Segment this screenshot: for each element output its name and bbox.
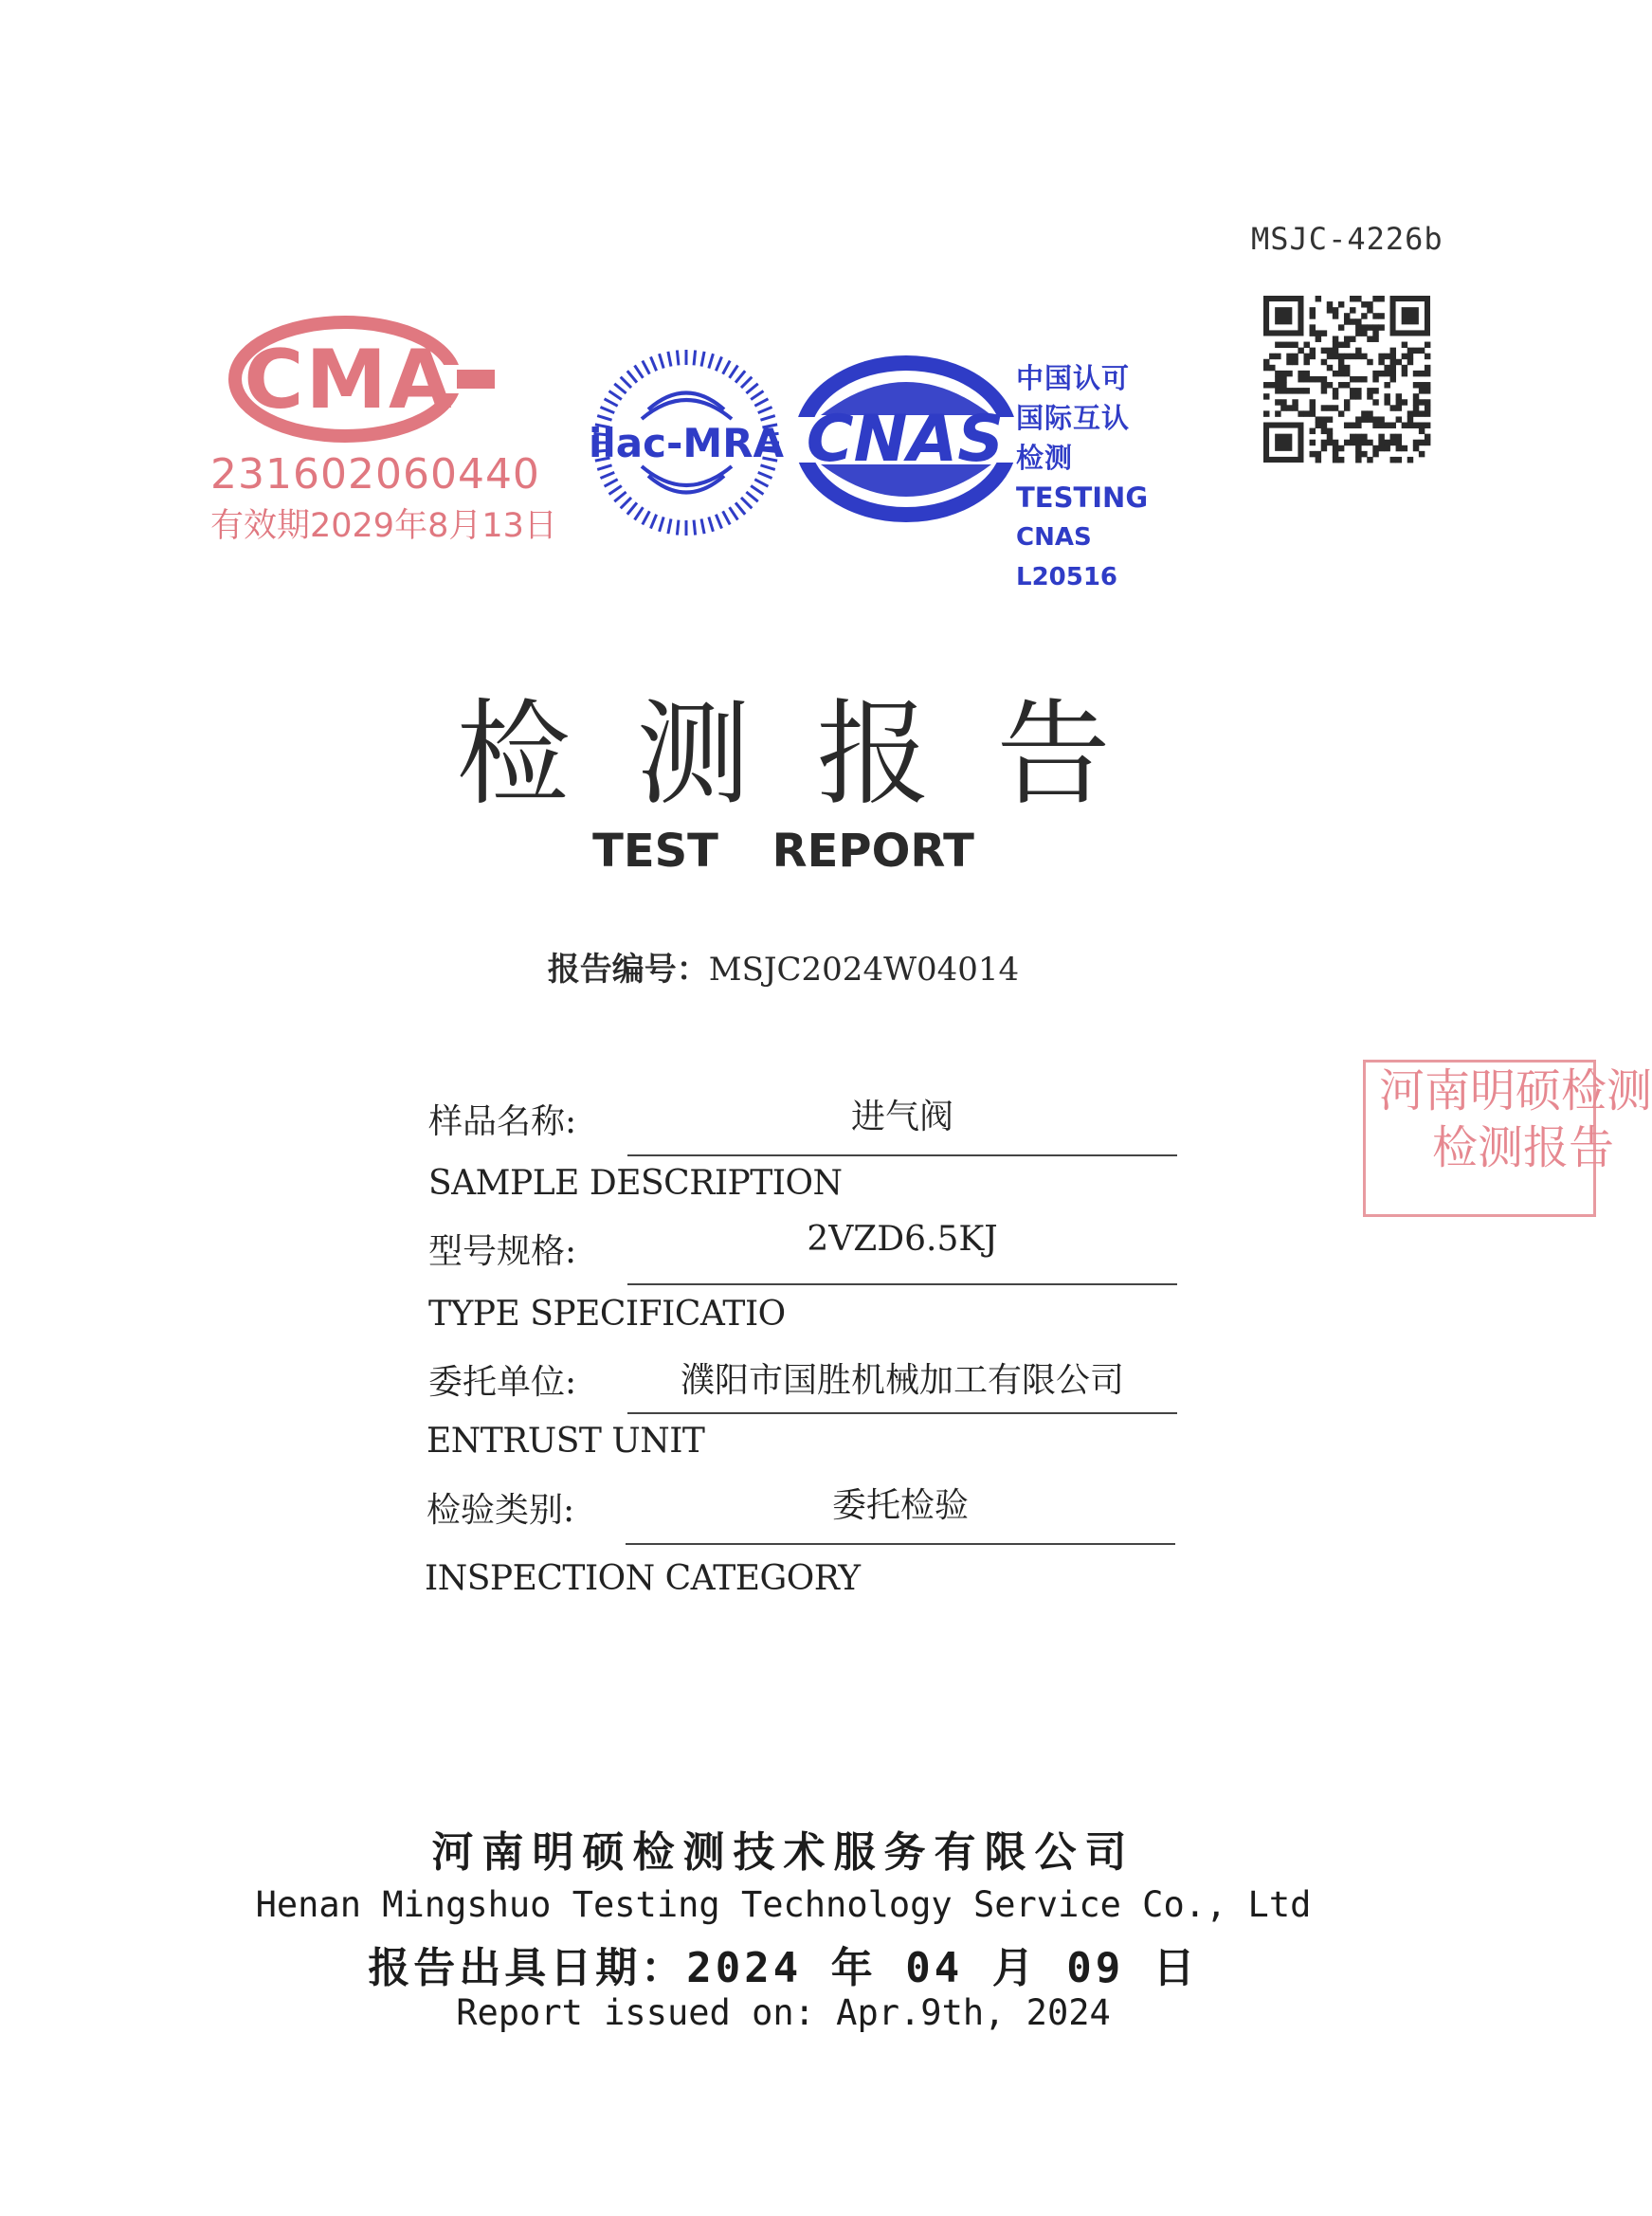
field-label-cn: 样品名称:	[428, 1102, 577, 1141]
field-underline	[627, 1154, 1177, 1156]
title-english: TEST REPORT	[592, 825, 974, 878]
report-number-label: 报告编号：	[547, 951, 709, 989]
cma-logo	[231, 318, 506, 445]
report-number-value: MSJC2024W04014	[708, 951, 1020, 989]
field-value: 委托检验	[831, 1486, 969, 1525]
report-number	[0, 943, 1567, 990]
stamp-line1: 河南明硕检测	[1379, 1064, 1652, 1117]
field-underline	[627, 1412, 1177, 1414]
cnas-line1: 中国认可	[1016, 362, 1131, 394]
field-label-cn: 委托单位:	[428, 1363, 577, 1402]
cma-code: 231602060440	[210, 450, 540, 499]
ilac-mra-logo	[590, 343, 784, 542]
field-label-cn: 检验类别:	[427, 1491, 575, 1530]
field-label-en: ENTRUST UNIT	[427, 1422, 705, 1461]
title-chinese: 检测报告	[456, 689, 1177, 821]
field-value: 濮阳市国胜机械加工有限公司	[680, 1361, 1124, 1400]
company-name-chinese: 河南明硕检测技术服务有限公司	[431, 1828, 1135, 1877]
qr-code	[1263, 296, 1430, 463]
field-underline	[626, 1543, 1175, 1545]
issue-date-english: Report issued on: Apr.9th, 2024	[456, 1992, 1111, 2033]
cma-mark	[210, 318, 557, 554]
cnas-line4: TESTING	[1016, 481, 1149, 514]
field-label-cn: 型号规格:	[428, 1232, 577, 1271]
cnas-logo	[792, 358, 1018, 519]
company-seal-stamp	[1363, 1060, 1652, 1217]
cnas-logo-text: CNAS	[806, 402, 1005, 477]
cnas-code: CNAS L20516	[1016, 523, 1118, 591]
ilac-mra-logo-text: ilac-MRA	[588, 420, 785, 466]
field-underline	[627, 1283, 1177, 1285]
field-value: 2VZD6.5KJ	[807, 1220, 998, 1259]
cma-valid-until: 有效期2029年8月13日	[210, 507, 557, 545]
cnas-line2: 国际互认	[1016, 402, 1131, 434]
cnas-line3: 检测	[1016, 442, 1074, 474]
field-label-en: SAMPLE DESCRIPTION	[428, 1164, 843, 1203]
document-code: MSJC-4226b	[1251, 221, 1443, 257]
field-label-en: INSPECTION CATEGORY	[425, 1559, 861, 1598]
issue-date-chinese: 报告出具日期：2024 年 04 月 09 日	[368, 1944, 1199, 1992]
field-label-en: TYPE SPECIFICATIO	[428, 1295, 786, 1334]
cma-logo-text: CMA	[244, 333, 454, 427]
field-value: 进气阀	[850, 1098, 953, 1136]
company-name-english: Henan Mingshuo Testing Technology Service Co., Ltd	[255, 1884, 1312, 1925]
stamp-line2: 检测报告	[1432, 1121, 1615, 1174]
cnas-text-block	[1016, 358, 1168, 597]
